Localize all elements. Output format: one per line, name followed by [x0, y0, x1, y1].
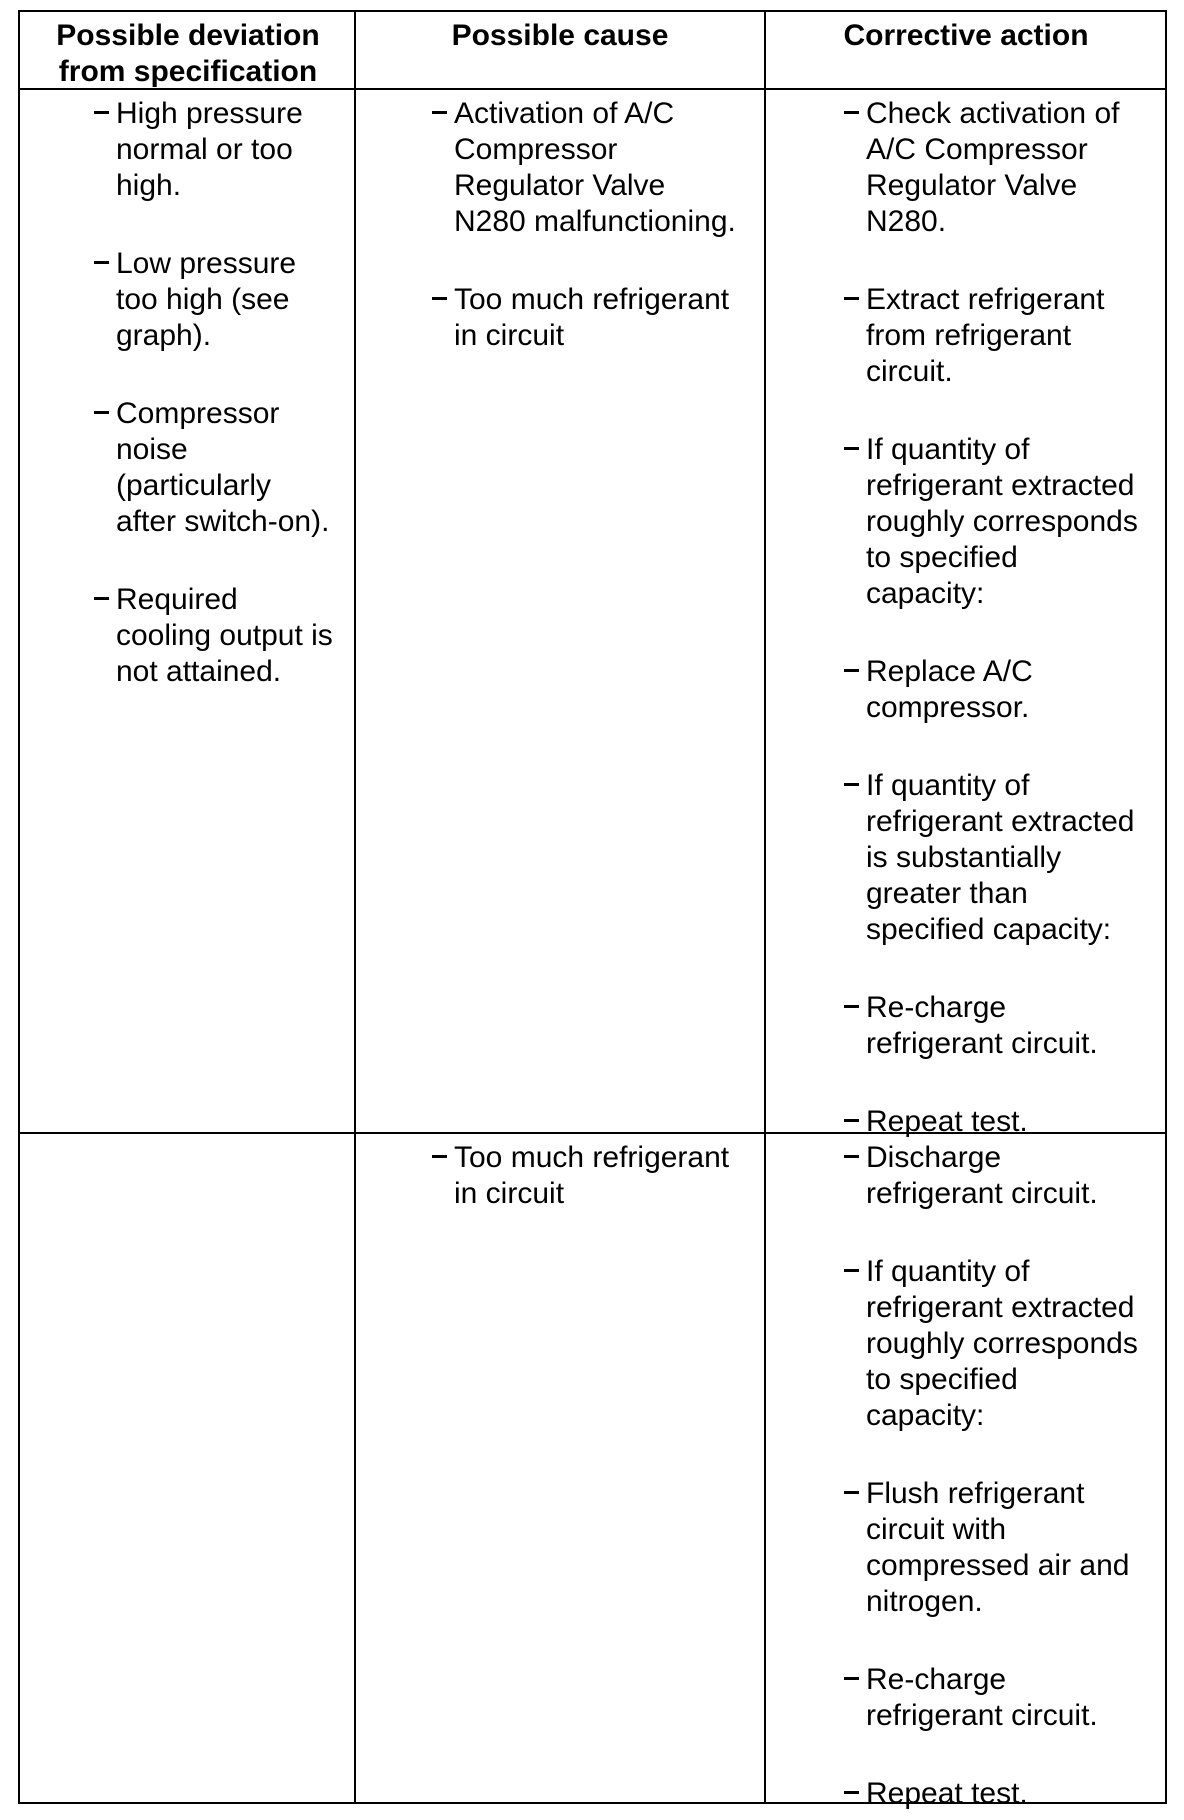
bullet-item	[116, 246, 333, 354]
bullet-line: Re-charge	[866, 1663, 1007, 1696]
bullet-item	[116, 396, 333, 540]
bullet-line: refrigerant circuit.	[866, 1027, 1098, 1060]
bullet-item	[866, 1104, 1138, 1140]
bullet-item	[866, 1662, 1138, 1734]
bullet-line: compressed air and	[866, 1549, 1130, 1582]
bullet-item	[866, 96, 1138, 240]
bullet-line: refrigerant circuit.	[866, 1699, 1098, 1732]
bullet-line: compressor.	[866, 691, 1030, 724]
bullet-item	[866, 282, 1138, 390]
bullet-line: Extract refrigerant	[866, 283, 1105, 316]
bullet-line: High pressure	[116, 97, 303, 130]
troubleshooting-table	[18, 10, 1167, 1810]
dash-bullet-icon	[94, 597, 109, 600]
bullet-line: Activation of A/C	[454, 97, 675, 130]
bullet-line: nitrogen.	[866, 1585, 983, 1618]
bullet-item	[866, 1776, 1138, 1812]
bullet-line: specified capacity:	[866, 913, 1112, 946]
bullet-line: Regulator Valve	[454, 169, 666, 202]
bullet-item	[454, 1140, 729, 1212]
row2-cause-cell	[454, 1140, 729, 1212]
bullet-line: circuit.	[866, 355, 953, 388]
bullet-item	[866, 654, 1138, 726]
bullet-line: Repeat test.	[866, 1777, 1028, 1810]
bullet-line: roughly corresponds	[866, 1327, 1138, 1360]
bullet-line: graph).	[116, 319, 212, 352]
bullet-line: N280 malfunctioning.	[454, 205, 736, 238]
bullet-line: Required	[116, 583, 238, 616]
bullet-line: in circuit	[454, 319, 565, 352]
header-corrective-action: Corrective action	[843, 19, 1089, 52]
bullet-line: refrigerant circuit.	[866, 1177, 1098, 1210]
bullet-item	[866, 990, 1138, 1062]
dash-bullet-icon	[844, 1119, 859, 1122]
column-divider	[764, 12, 766, 1802]
bullet-item	[866, 1254, 1138, 1434]
bullet-item	[866, 1140, 1138, 1212]
dash-bullet-icon	[844, 669, 859, 672]
bullet-item	[116, 582, 333, 690]
bullet-line: is substantially	[866, 841, 1062, 874]
bullet-item	[116, 96, 333, 204]
bullet-line: capacity:	[866, 1399, 985, 1432]
bullet-line: Too much refrigerant	[454, 1141, 730, 1174]
dash-bullet-icon	[432, 111, 447, 114]
dash-bullet-icon	[844, 1491, 859, 1494]
bullet-line: Low pressure	[116, 247, 297, 280]
bullet-line: Compressor	[116, 397, 280, 430]
bullet-line: circuit with	[866, 1513, 1007, 1546]
bullet-line: A/C Compressor	[866, 133, 1088, 166]
bullet-line: Re-charge	[866, 991, 1007, 1024]
bullet-line: noise	[116, 433, 188, 466]
row1-deviation-cell	[116, 96, 333, 690]
bullet-line: If quantity of	[866, 1255, 1030, 1288]
bullet-line: from refrigerant	[866, 319, 1072, 352]
bullet-item	[866, 432, 1138, 612]
dash-bullet-icon	[432, 1155, 447, 1158]
bullet-line: normal or too	[116, 133, 293, 166]
bullet-line: high.	[116, 169, 182, 202]
dash-bullet-icon	[844, 1677, 859, 1680]
bullet-item	[866, 768, 1138, 948]
bullet-line: Repeat test.	[866, 1105, 1028, 1138]
dash-bullet-icon	[94, 411, 109, 414]
bullet-line: too high (see	[116, 283, 290, 316]
row1-action-cell	[866, 96, 1138, 1140]
column-divider	[354, 12, 356, 1802]
bullet-item	[454, 282, 736, 354]
bullet-line: not attained.	[116, 655, 282, 688]
bullet-line: Check activation of	[866, 97, 1120, 130]
row2-action-cell	[866, 1140, 1138, 1812]
dash-bullet-icon	[844, 1791, 859, 1794]
dash-bullet-icon	[844, 297, 859, 300]
bullet-line: Compressor	[454, 133, 618, 166]
dash-bullet-icon	[94, 261, 109, 264]
bullet-line: If quantity of	[866, 769, 1030, 802]
bullet-line: refrigerant extracted	[866, 805, 1135, 838]
header-possible-deviation	[22, 18, 354, 90]
bullet-item	[454, 96, 736, 240]
bullet-line: capacity:	[866, 577, 985, 610]
bullet-line: cooling output is	[116, 619, 333, 652]
header-possible-cause: Possible cause	[451, 19, 669, 52]
dash-bullet-icon	[844, 1005, 859, 1008]
header-line: from specification	[58, 55, 318, 88]
bullet-line: Replace A/C	[866, 655, 1033, 688]
dash-bullet-icon	[844, 1155, 859, 1158]
bullet-line: in circuit	[454, 1177, 565, 1210]
bullet-line: refrigerant extracted	[866, 1291, 1135, 1324]
bullet-line: N280.	[866, 205, 947, 238]
dash-bullet-icon	[844, 111, 859, 114]
dash-bullet-icon	[844, 1269, 859, 1272]
bullet-line: If quantity of	[866, 433, 1030, 466]
bullet-line: Discharge	[866, 1141, 1002, 1174]
bullet-item	[866, 1476, 1138, 1620]
bullet-line: Regulator Valve	[866, 169, 1078, 202]
dash-bullet-icon	[844, 783, 859, 786]
dash-bullet-icon	[94, 111, 109, 114]
bullet-line: Flush refrigerant	[866, 1477, 1085, 1510]
bullet-line: Too much refrigerant	[454, 283, 730, 316]
header-line: Possible deviation	[56, 19, 320, 52]
bullet-line: to specified	[866, 541, 1018, 574]
bullet-line: (particularly	[116, 469, 272, 502]
bullet-line: after switch-on).	[116, 505, 330, 538]
bullet-line: greater than	[866, 877, 1028, 910]
row1-cause-cell	[454, 96, 736, 354]
dash-bullet-icon	[432, 297, 447, 300]
bullet-line: to specified	[866, 1363, 1018, 1396]
bullet-line: refrigerant extracted	[866, 469, 1135, 502]
dash-bullet-icon	[844, 447, 859, 450]
bullet-line: roughly corresponds	[866, 505, 1138, 538]
